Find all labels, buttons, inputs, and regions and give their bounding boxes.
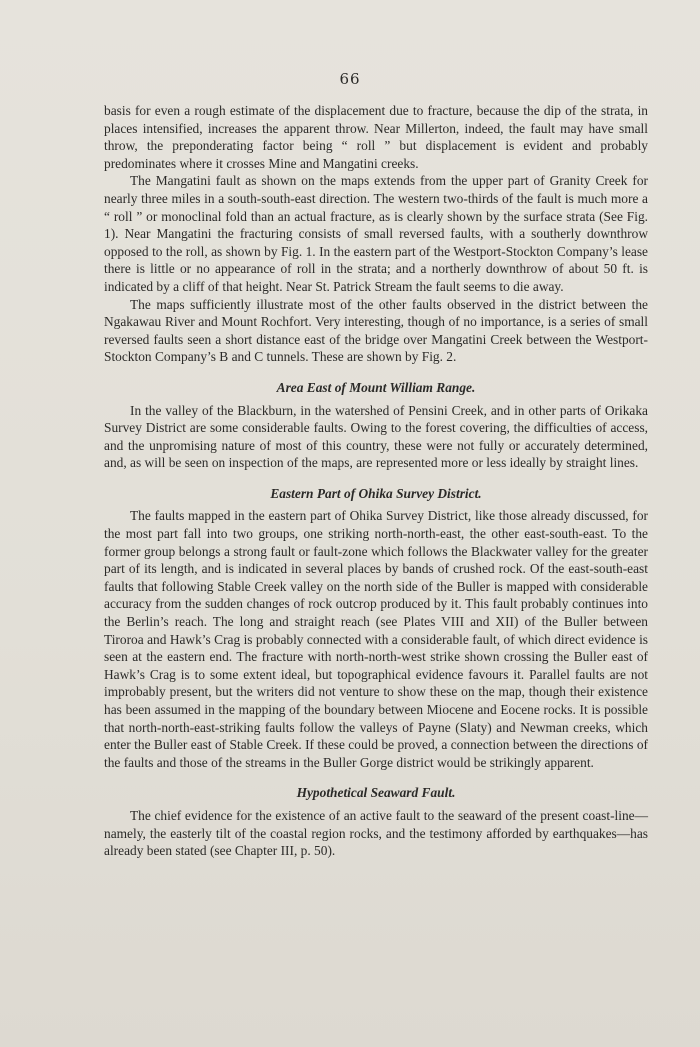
paragraph: In the valley of the Blackburn, in the watershed of Pensini Creek, and in other parts of Orikaka Survey District are some considerable faults. Owing to the forest covering, the difficulties of access, and the unpromising nature of most of this country, these were not fully or accurately determined, and, as will be seen on inspection of the maps, are represented more or less ideally by straight lines.	[104, 402, 648, 471]
paragraph: The maps sufficiently illustrate most of the other faults observed in the district between the Ngakawau River and Mount Rochfort. Very interesting, though of no importance, is a series of small reversed faults seen a short distance east of the bridge over Mangatini Creek between the Westport-Stockton Company’s B and C tunnels. These are shown by Fig. 2.	[104, 296, 648, 365]
body-text	[104, 102, 648, 860]
paragraph: basis for even a rough estimate of the displacement due to fracture, because the dip of the strata, in places intensified, increases the apparent throw. Near Millerton, indeed, the fault may have small throw, the preponderating factor being “ roll ” but displacement is evident and probably predominates where it crosses Mine and Mangatini creeks.	[104, 103, 648, 171]
paragraph: The faults mapped in the eastern part of Ohika Survey District, like those already discussed, for the most part fall into two groups, one striking north-north-east, the other east-south-east. To the former group belongs a strong fault or fault-zone which follows the Blackwater valley for the greater part of its length, and is indicated in several places by bands of crushed rock. Of the east-south-east faults that following Stable Creek valley on the north side of the Buller is mapped with considerable accuracy from the sudden changes of rock outcrop produced by it. This fault probably continues into the Berlin’s reach. The long and straight reach (see Plates VIII and XII) of the Buller between Tiroroa and Hawk’s Crag is probably connected with a considerable fault, of which direct evidence is seen at the eastern end. The fracture with north-north-west strike shown crossing the Buller east of Hawk’s Crag is to some extent ideal, but topographical evidence favours it. Parallel faults are not improbably present, but the writers did not venture to show these on the map, though their existence has been assumed in the mapping of the boundary between Miocene and Eocene rocks. It is possible that north-north-east-striking faults follow the valleys of Payne (Slaty) and Newman creeks, which enter the Buller east of Stable Creek. If these could be proved, a connection between the directions of the faults and those of the streams in the Buller Gorge district would be strikingly apparent.	[104, 508, 648, 770]
section-heading: Area East of Mount William Range.	[276, 379, 476, 395]
paragraph: The chief evidence for the existence of an active fault to the seaward of the present coast-line—namely, the easterly tilt of the coastal region rocks, and the testimony afforded by earthquakes—has already been stated (see Chapter III, p. 50).	[104, 807, 648, 859]
paragraph: The Mangatini fault as shown on the maps extends from the upper part of Granity Creek for nearly three miles in a south-south-east direction. The western two-thirds of the fault is much more a “ roll ” or monoclinal fold than an actual fracture, as is clearly shown by the surface strata (See Fig. 1). Near Mangatini the fracturing consists of small reversed faults, with a southerly downthrow opposed to the roll, as shown by Fig. 1. In the eastern part of the Westport-Stockton Company’s lease there is little or no appearance of roll in the strata; and a northerly downthrow of about 50 ft. is indicated by a cliff of that height. Near St. Patrick Stream the fault seems to die away.	[104, 173, 648, 294]
section-heading: Hypothetical Seaward Fault.	[296, 785, 456, 801]
page-number: 66	[339, 70, 361, 88]
section-heading: Eastern Part of Ohika Survey District.	[270, 485, 482, 501]
